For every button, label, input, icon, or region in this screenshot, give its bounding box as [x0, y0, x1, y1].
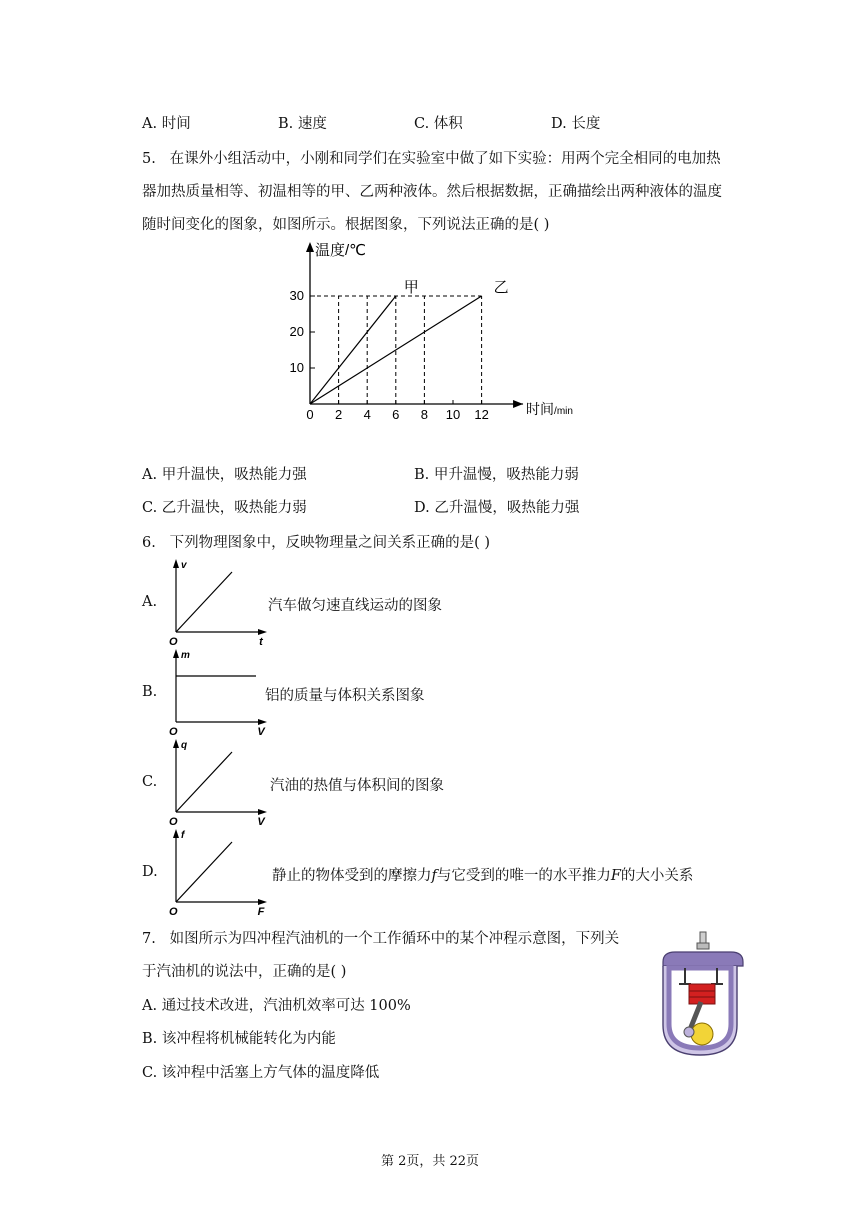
q6-option-a-letter: A. [142, 594, 158, 610]
x-axis-arrow [513, 400, 523, 408]
q5-stem-line1: 5. 在课外小组活动中，小刚和同学们在实验室中做了如下实验：用两个完全相同的电加热 [142, 151, 721, 167]
y-axis-label: f [181, 830, 185, 841]
q6-option-b-graph [164, 646, 274, 738]
q6-stem: 6. 下列物理图象中，反映物理量之间关系正确的是( ) [142, 535, 491, 551]
q7-stem-line1: 7. 如图所示为四冲程汽油机的一个工作循环中的某个冲程示意图，下列关 [142, 931, 620, 947]
x-axis-label: 时间 [526, 401, 555, 417]
origin-label: O [169, 816, 178, 828]
q7-stem-line2: 于汽油机的说法中，正确的是( ) [142, 964, 347, 980]
q5-option-a: A. 甲升温快，吸热能力强 [142, 467, 307, 483]
x-axis-label: V [257, 816, 265, 828]
x-axis-arrow [258, 899, 267, 905]
series-label: 乙 [493, 279, 509, 296]
q5-option-d: D. 乙升温慢，吸热能力强 [414, 500, 580, 516]
series-label: 甲 [403, 279, 419, 296]
x-axis-unit: /min [554, 406, 573, 417]
origin-label: O [169, 636, 178, 648]
q4-option-c: C. 体积 [414, 116, 463, 132]
q7-option-b: B. 该冲程将机械能转化为内能 [142, 1031, 336, 1047]
q4-option-d: D. 长度 [551, 116, 601, 132]
q5-stem-line2: 器加热质量相等、初温相等的甲、乙两种液体。然后根据数据，正确描绘出两种液体的温度 [142, 184, 722, 200]
q6-option-c-graph [164, 736, 274, 828]
x-tick-label: 12 [474, 407, 489, 422]
origin-label: O [169, 726, 178, 738]
q6-option-b-text: 铝的质量与体积关系图象 [265, 688, 425, 704]
graph-line [176, 842, 232, 902]
y-tick-label: 20 [290, 324, 304, 339]
graph-line [176, 752, 232, 812]
x-axis-arrow [258, 809, 267, 815]
y-axis-label: v [181, 560, 187, 571]
q6-option-d-graph [164, 826, 274, 918]
y-tick-label: 30 [290, 288, 304, 303]
q5-stem-line3: 随时间变化的图象，如图所示。根据图象，下列说法正确的是( ) [142, 217, 550, 233]
q7-option-c: C. 该冲程中活塞上方气体的温度降低 [142, 1065, 380, 1081]
q6-option-c-text: 汽油的热值与体积间的图象 [270, 778, 444, 794]
q4-option-a: A. 时间 [142, 116, 191, 132]
q5-option-c: C. 乙升温快，吸热能力弱 [142, 500, 307, 516]
x-axis-arrow [258, 629, 267, 635]
x-tick-label: 6 [392, 407, 400, 422]
series-line-0 [310, 296, 396, 404]
y-axis-arrow [173, 559, 179, 568]
x-tick-label: 8 [420, 407, 429, 422]
y-axis-arrow [173, 829, 179, 838]
x-tick-label: 4 [363, 407, 371, 422]
y-tick-label: 10 [290, 360, 304, 375]
engine-stroke-diagram [655, 930, 745, 1060]
x-tick-label: 10 [445, 407, 461, 422]
y-axis-label: 温度/℃ [315, 242, 367, 259]
y-axis-label: m [181, 650, 190, 661]
y-axis-arrow [173, 649, 179, 658]
q6-option-c-letter: C. [142, 774, 158, 790]
y-axis-label: q [181, 740, 188, 751]
temperature-time-chart [290, 238, 580, 423]
origin-label: O [169, 906, 178, 918]
x-axis-label: F [257, 906, 265, 918]
y-axis-arrow [306, 242, 314, 252]
q6-option-a-text: 汽车做匀速直线运动的图象 [268, 598, 442, 614]
q6-option-a-graph [164, 556, 274, 648]
page-footer: 第 2页，共 22页 [380, 1154, 480, 1169]
x-axis-label: V [257, 726, 265, 738]
q6-option-b-letter: B. [142, 684, 158, 700]
q5-option-b: B. 甲升温慢，吸热能力弱 [414, 467, 579, 483]
q4-option-b: B. 速度 [278, 116, 327, 132]
x-tick-label: 0 [306, 407, 314, 422]
y-axis-arrow [173, 739, 179, 748]
graph-line [176, 572, 232, 632]
q6-option-d-text: 静止的物体受到的摩擦力𝑓与它受到的唯一的水平推力𝐹的大小关系 [272, 868, 694, 884]
x-axis-label: t [259, 636, 263, 648]
x-axis-arrow [258, 719, 267, 725]
q7-option-a: A. 通过技术改进，汽油机效率可达 100% [142, 998, 411, 1014]
x-tick-label: 2 [334, 407, 343, 422]
q6-option-d-letter: D. [142, 864, 158, 880]
